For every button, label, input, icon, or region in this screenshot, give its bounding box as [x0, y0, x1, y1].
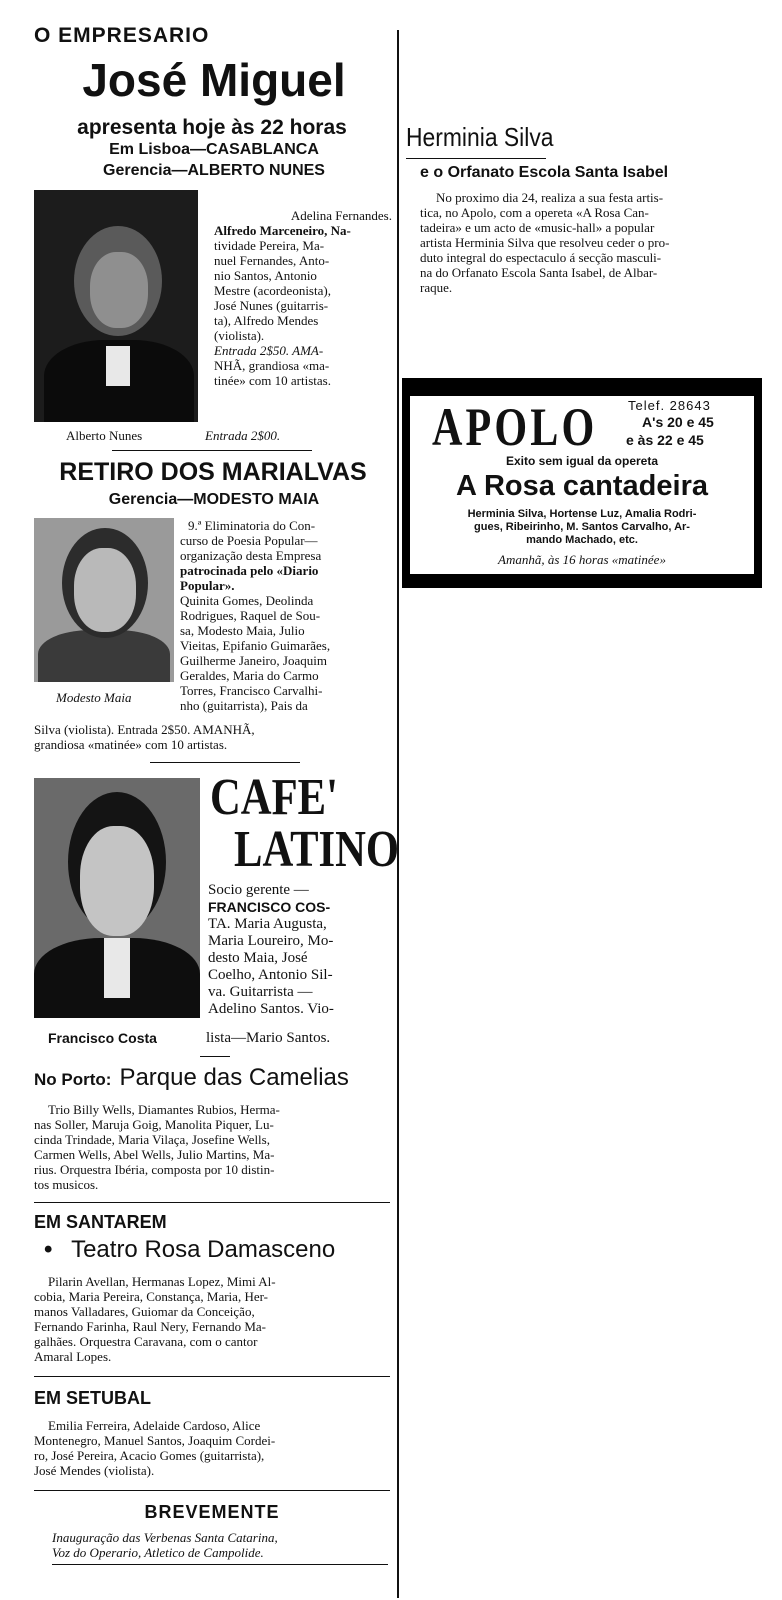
brevemente-text — [52, 1530, 392, 1560]
photo-francisco-costa — [34, 778, 200, 1018]
title-herminia-silva: Herminia Silva — [406, 122, 554, 152]
column-divider — [397, 30, 399, 1598]
text-line: nho (guitarrista), Pais da — [180, 698, 308, 713]
santarem-heading: EM SANTAREM — [34, 1212, 167, 1232]
text-line: tinée» com 10 artistas. — [214, 373, 331, 388]
text-line: gues, Ribeirinho, M. Santos Carvalho, Ar- — [474, 521, 690, 533]
text-line: mando Machado, etc. — [526, 534, 638, 546]
text-line: tos musicos. — [34, 1177, 99, 1192]
headline-jose-miguel: José Miguel — [82, 54, 346, 106]
text-line: Montenegro, Manuel Santos, Joaquim Cordei- — [34, 1433, 276, 1448]
text-line: grandiosa «matinée» com 10 artistas. — [34, 737, 228, 752]
porto-artists — [34, 1102, 390, 1192]
text-line: tividade Pereira, Ma- — [214, 238, 325, 253]
text-line: Socio gerente — — [208, 882, 309, 898]
text-line: artista Herminia Silva que resolveu ceder o pro- — [420, 235, 670, 250]
caption-francisco-costa: Francisco Costa — [48, 1030, 157, 1046]
manager-alberto-nunes: Gerencia—ALBERTO NUNES — [103, 162, 325, 179]
text-line: rius. Orquestra Ibéria, composta por 10 distin- — [34, 1162, 275, 1177]
subtitle-orfanato: e o Orfanato Escola Santa Isabel — [420, 164, 669, 181]
text-line: tica, no Apolo, com a opereta «A Rosa Can- — [420, 205, 649, 220]
text-line: TA. Maria Augusta, — [208, 916, 327, 932]
apolo-cast — [410, 508, 754, 547]
apolo-phone: Telef. 28643 — [628, 398, 711, 413]
porto-prefix: No Porto: — [34, 1070, 112, 1089]
text-line: Geraldes, Maria do Carmo — [180, 668, 319, 683]
text-line: Pilarin Avellan, Hermanas Lopez, Mimi Al- — [48, 1274, 276, 1289]
text-line: Guilherme Janeiro, Joaquim — [180, 653, 327, 668]
text-line: cinda Trindade, Maria Vilaça, Josefine Wells, — [34, 1132, 270, 1147]
caption-entry-price: Entrada 2$00. — [205, 428, 281, 443]
text-line: desto Maia, José — [208, 950, 308, 966]
text-line: Maria Loureiro, Mo- — [208, 933, 334, 949]
text-line: Voz do Operario, Atletico de Campolide. — [52, 1545, 264, 1560]
apolo-ad — [402, 378, 762, 588]
text-line: nuel Fernandes, Anto- — [214, 253, 330, 268]
apolo-name: APOLO — [432, 397, 598, 457]
apolo-times-1: A's 20 e 45 — [642, 414, 714, 430]
santarem-artists — [34, 1274, 390, 1364]
text-line: José Nunes (guitarris- — [214, 298, 329, 313]
text-line: galhães. Orquestra Caravana, com o cantor — [34, 1334, 258, 1349]
caption-alberto-nunes: Alberto Nunes — [66, 428, 143, 443]
text-line: sa, Modesto Maia, Julio — [180, 623, 305, 638]
apolo-tagline: Exito sem igual da opereta — [505, 454, 659, 468]
divider-5 — [34, 1376, 390, 1377]
santarem-venue-row — [44, 1236, 335, 1264]
text-line: No proximo dia 24, realiza a sua festa artis- — [436, 190, 664, 205]
empresario-artists — [214, 208, 392, 388]
text-line: raque. — [420, 280, 453, 295]
text-line: na do Orfanato Escola Santa Isabel, de Albar- — [420, 265, 658, 280]
text-line: Alfredo Marceneiro, Na- — [214, 223, 351, 238]
text-line: va. Guitarrista — — [208, 984, 313, 1000]
divider-1 — [112, 450, 312, 451]
text-line: Mestre (acordeonista), — [214, 283, 331, 298]
kicker-empresario: O EMPRESARIO — [34, 24, 210, 47]
retiro-artists-full — [34, 722, 392, 752]
text-line: ro, José Pereira, Acacio Gomes (guitarrista), — [34, 1448, 265, 1463]
caption-modesto-maia: Modesto Maia — [56, 690, 132, 705]
divider-3 — [200, 1056, 230, 1057]
text-line: Popular». — [180, 578, 235, 593]
photo-alberto-nunes — [34, 190, 198, 422]
text-line: Herminia Silva, Hortense Luz, Amalia Rodri- — [467, 508, 697, 520]
text-line: José Mendes (violista). — [34, 1463, 155, 1478]
title-cafe: CAFE' — [210, 769, 338, 826]
herminia-text — [420, 190, 760, 295]
text-line: nas Soller, Maruja Goig, Manolita Piquer, Lu- — [34, 1117, 274, 1132]
setubal-artists — [34, 1418, 390, 1478]
text-line: duto integral do espectaculo á secção masculi- — [420, 250, 662, 265]
porto-venue: Parque das Camelias — [119, 1064, 349, 1091]
text-line: 9.ª Eliminatoria do Con- — [188, 518, 316, 533]
text-line: nio Santos, Antonio — [214, 268, 317, 283]
bullet-icon: • — [44, 1236, 53, 1263]
apolo-times-2: e às 22 e 45 — [626, 432, 704, 448]
photo-modesto-maia — [34, 518, 174, 682]
text-line: Carmen Wells, Abel Wells, Julio Martins, Ma- — [34, 1147, 275, 1162]
divider-4 — [34, 1202, 390, 1203]
text-line: Torres, Francisco Carvalhi- — [180, 683, 323, 698]
text-line: Adelina Fernandes. — [290, 208, 392, 223]
text-line: tadeira» e um acto de «music-hall» a popular — [420, 220, 655, 235]
divider-7 — [52, 1564, 388, 1565]
text-line: FRANCISCO COS- — [208, 899, 331, 915]
cafe-artists — [208, 882, 394, 1018]
title-latino: LATINO — [234, 821, 400, 878]
text-line: Trio Billy Wells, Diamantes Rubios, Herma- — [48, 1102, 280, 1117]
text-line: patrocinada pelo «Diario — [180, 563, 319, 578]
text-line: Entrada 2$50. AMA- — [214, 343, 324, 358]
setubal-heading: EM SETUBAL — [34, 1388, 151, 1408]
text-line: Vieitas, Epifanio Guimarães, — [180, 638, 331, 653]
text-line: Quinita Gomes, Deolinda — [180, 593, 314, 608]
text-line: organização desta Empresa — [180, 548, 322, 563]
text-line: Silva (violista). Entrada 2$50. AMANHÃ, — [34, 722, 255, 737]
manager-modesto-maia: Gerencia—MODESTO MAIA — [108, 491, 320, 508]
text-line: Amaral Lopes. — [34, 1349, 112, 1364]
cafe-last-line: lista—Mario Santos. — [206, 1030, 331, 1046]
divider-2 — [150, 762, 300, 763]
text-line: Rodrigues, Raquel de Sou- — [180, 608, 321, 623]
text-line: Coelho, Antonio Sil- — [208, 967, 333, 983]
divider-6 — [34, 1490, 390, 1491]
text-line: Inauguração das Verbenas Santa Catarina, — [52, 1530, 278, 1545]
text-line: NHÃ, grandiosa «ma- — [214, 358, 330, 373]
text-line: manos Valladares, Guiomar da Conceição, — [34, 1304, 255, 1319]
porto-heading — [34, 1064, 349, 1092]
text-line: (violista). — [214, 328, 265, 343]
retiro-artists — [180, 518, 392, 713]
text-line: Fernando Farinha, Raul Nery, Fernando Ma- — [34, 1319, 267, 1334]
text-line: cobia, Maria Pereira, Constança, Maria, Her- — [34, 1289, 268, 1304]
text-line: Emilia Ferreira, Adelaide Cardoso, Alice — [48, 1418, 261, 1433]
headline-presents: apresenta hoje às 22 horas — [77, 116, 347, 139]
santarem-venue: Teatro Rosa Damasceno — [71, 1236, 336, 1263]
apolo-ad-inner — [410, 396, 754, 574]
brevemente-heading: BREVEMENTE — [144, 1502, 280, 1522]
venue-casablanca: Em Lisboa—CASABLANCA — [109, 141, 319, 158]
text-line: Adelino Santos. Vio- — [208, 1001, 334, 1017]
herminia-rule — [406, 158, 546, 159]
text-line: ta), Alfredo Mendes — [214, 313, 319, 328]
title-retiro: RETIRO DOS MARIALVAS — [59, 458, 367, 486]
text-line: curso de Poesia Popular— — [180, 533, 318, 548]
apolo-show: A Rosa cantadeira — [456, 470, 708, 502]
apolo-matinee: Amanhã, às 16 horas «matinée» — [498, 552, 666, 567]
